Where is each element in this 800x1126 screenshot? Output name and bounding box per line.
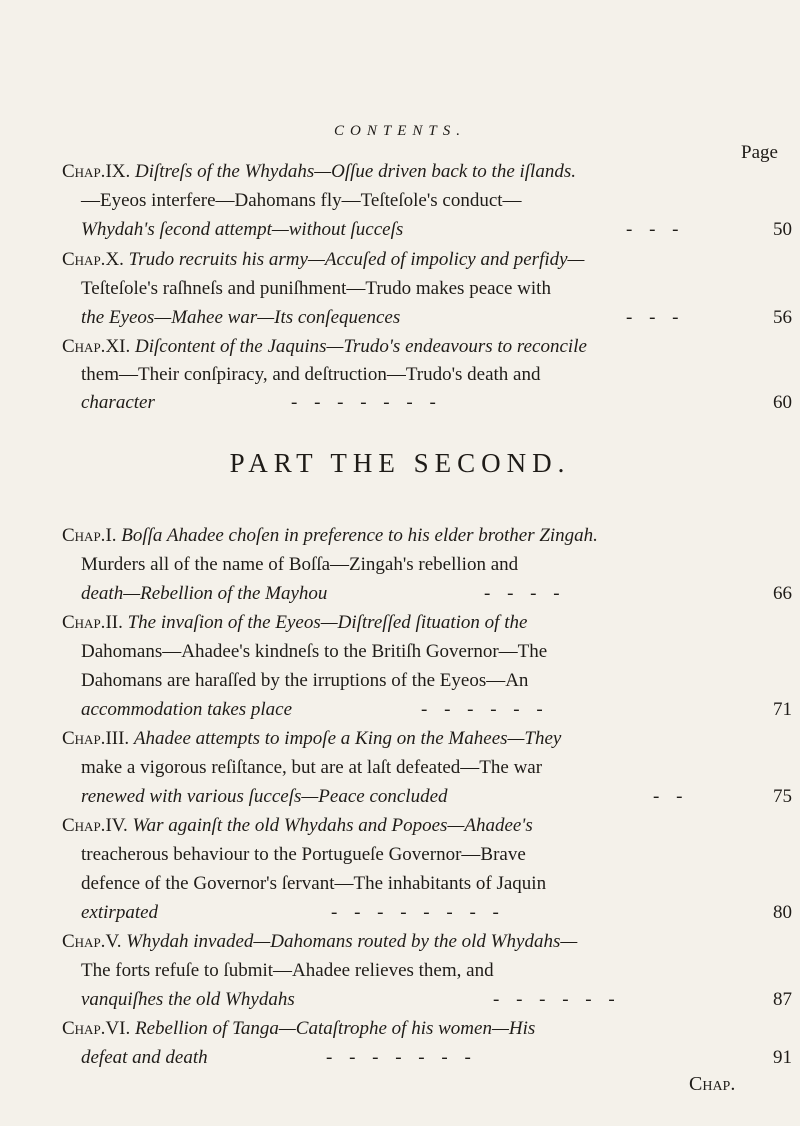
- entry-text: character: [81, 392, 155, 413]
- page-column-label: Page: [741, 142, 778, 163]
- chapter-label: Chap.: [62, 1018, 106, 1039]
- toc-line: [81, 899, 791, 927]
- page-number: 80: [773, 902, 792, 923]
- toc-line: [62, 333, 587, 361]
- toc-line: [81, 216, 791, 244]
- dot-leaders: - - - -: [484, 583, 566, 604]
- chapter-numeral: X.: [105, 249, 124, 270]
- entry-text: Trudo recruits his army—Accuſed of impolicy and perfidy—: [128, 249, 585, 270]
- dot-leaders: - - -: [626, 307, 685, 328]
- entry-text: Murders all of the name of Boſſa—Zingah's rebellion and: [81, 554, 519, 575]
- entry-text: accommodation takes place: [81, 699, 293, 720]
- page-number: 87: [773, 989, 792, 1010]
- chapter-label: Chap.: [62, 161, 106, 182]
- entry-text: The forts refuſe to ſubmit—Ahadee relieves them, and: [81, 960, 494, 981]
- dot-leaders: - - -: [626, 219, 685, 240]
- entry-text: make a vigorous reſiſtance, but are at laſt defeated—The war: [81, 757, 543, 778]
- page-number: 60: [773, 392, 792, 413]
- entry-text: renewed with various ſucceſs—Peace concluded: [81, 786, 448, 807]
- entry-text: defeat and death: [81, 1047, 208, 1068]
- chapter-numeral: I.: [105, 525, 117, 546]
- toc-line: [62, 609, 527, 637]
- entry-text: them—Their conſpiracy, and deſtruction—Trudo's death and: [81, 364, 541, 385]
- chapter-numeral: IX.: [105, 161, 131, 182]
- entry-text: Whydah invaded—Dahomans routed by the old Whydahs—: [126, 931, 578, 952]
- entry-text: Rebellion of Tanga—Cataſtrophe of his women—His: [135, 1018, 536, 1039]
- chapter-label: Chap.: [62, 525, 106, 546]
- toc-line: [81, 1044, 791, 1072]
- entry-text: Dahomans are haraſſed by the irruptions of the Eyeos—An: [81, 670, 529, 691]
- toc-line: [62, 812, 533, 840]
- toc-line: [62, 246, 584, 274]
- catchword: Chap.: [689, 1073, 736, 1095]
- entry-text: the Eyeos—Mahee war—Its conſequences: [81, 307, 401, 328]
- entry-text: death—Rebellion of the Mayhou: [81, 583, 328, 604]
- chapter-numeral: XI.: [105, 336, 131, 357]
- toc-line: [81, 580, 791, 608]
- entry-text: defence of the Governor's ſervant—The inhabitants of Jaquin: [81, 873, 547, 894]
- chapter-numeral: III.: [105, 728, 130, 749]
- entry-text: Teſteſole's raſhneſs and puniſhment—Trudo makes peace with: [81, 278, 551, 299]
- part-two-heading: PART THE SECOND.: [229, 448, 571, 478]
- entry-text: treacherous behaviour to the Portugueſe Governor—Brave: [81, 844, 526, 865]
- chapter-label: Chap.: [62, 612, 106, 633]
- dot-leaders: - - - - - - -: [326, 1047, 477, 1068]
- chapter-numeral: V.: [105, 931, 122, 952]
- entry-text: —Eyeos interfere—Dahomans fly—Teſteſole's conduct—: [81, 190, 522, 211]
- chapter-label: Chap.: [62, 931, 106, 952]
- page-number: 91: [773, 1047, 792, 1068]
- toc-line: [81, 986, 791, 1014]
- entry-text: Diſtreſs of the Whydahs—Oſſue driven back to the iſlands.: [135, 161, 576, 182]
- entry-text: Whydah's ſecond attempt—without ſucceſs: [81, 219, 404, 240]
- toc-line: [81, 389, 791, 417]
- page-number: 56: [773, 307, 792, 328]
- page-number: 50: [773, 219, 792, 240]
- entry-text: vanquiſhes the old Whydahs: [81, 989, 295, 1010]
- page-number: 71: [773, 699, 792, 720]
- page-number: 66: [773, 583, 792, 604]
- entry-text: Dahomans—Ahadee's kindneſs to the Britiſh Governor—The: [81, 641, 548, 662]
- chapter-label: Chap.: [62, 336, 106, 357]
- entry-text: War againſt the old Whydahs and Popoes—Ahadee's: [132, 815, 533, 836]
- chapter-label: Chap.: [62, 249, 106, 270]
- entry-text: Diſcontent of the Jaquins—Trudo's endeavours to reconcile: [135, 336, 587, 357]
- chapter-numeral: IV.: [105, 815, 128, 836]
- chapter-numeral: VI.: [105, 1018, 131, 1039]
- toc-line: [62, 522, 598, 550]
- toc-line: [62, 158, 576, 186]
- entry-text: Ahadee attempts to impoſe a King on the Mahees—They: [133, 728, 562, 749]
- running-head: CONTENTS.: [334, 123, 466, 139]
- toc-line: [81, 696, 791, 724]
- toc-line: [62, 725, 561, 753]
- chapter-label: Chap.: [62, 728, 106, 749]
- entry-text: extirpated: [81, 902, 159, 923]
- dot-leaders: - -: [653, 786, 689, 807]
- toc-line: [81, 304, 791, 332]
- dot-leaders: - - - - - -: [421, 699, 549, 720]
- chapter-numeral: II.: [105, 612, 123, 633]
- chapter-label: Chap.: [62, 815, 106, 836]
- entry-text: The invaſion of the Eyeos—Diſtreſſed ſituation of the: [127, 612, 528, 633]
- dot-leaders: - - - - - - - -: [331, 902, 505, 923]
- toc-line: [62, 1015, 535, 1043]
- entry-text: Boſſa Ahadee choſen in preference to his elder brother Zingah.: [121, 525, 598, 546]
- dot-leaders: - - - - - - -: [291, 392, 442, 413]
- page-number: 75: [773, 786, 792, 807]
- toc-line: [62, 928, 577, 956]
- toc-line: [81, 783, 791, 811]
- dot-leaders: - - - - - -: [493, 989, 621, 1010]
